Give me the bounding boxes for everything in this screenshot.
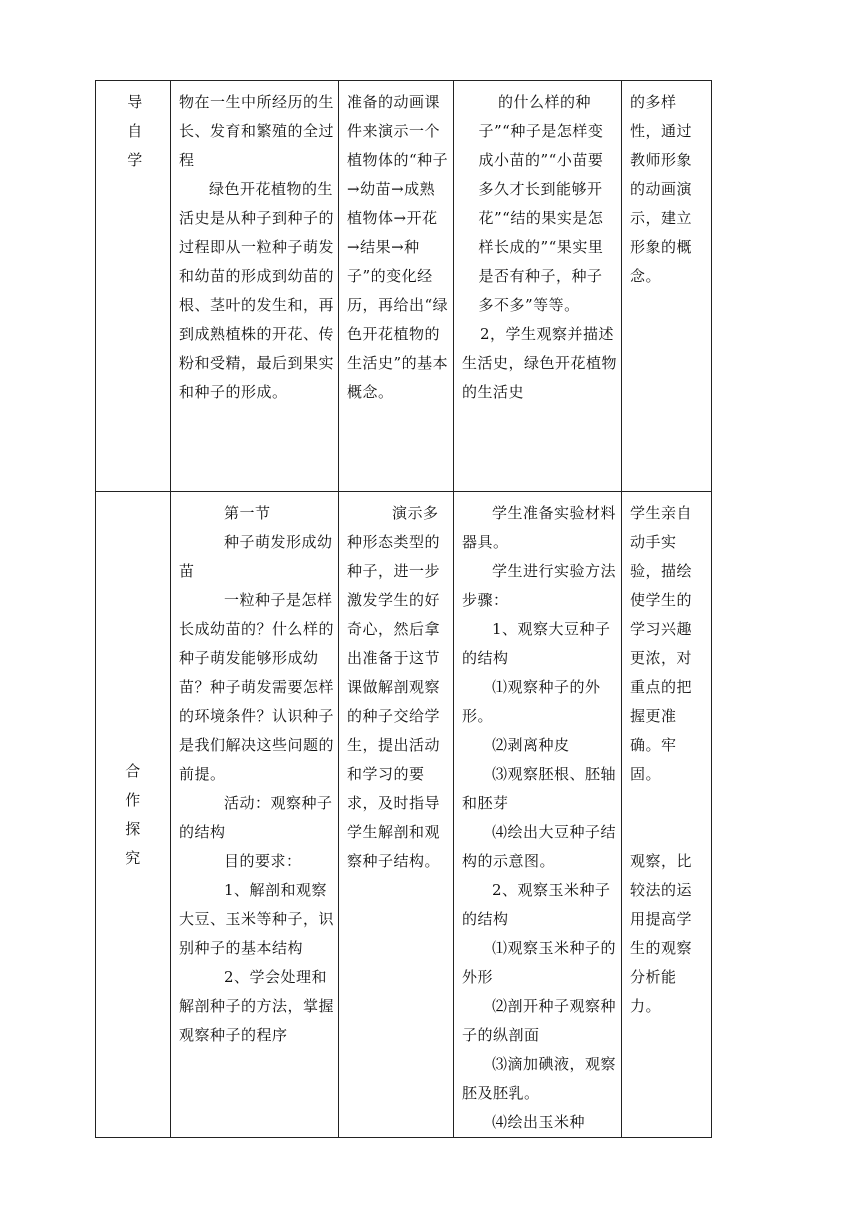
label-char: 合 [125, 761, 141, 780]
student-step: ⑶观察胚根、胚轴和胚芽 [462, 765, 617, 812]
table-row-self-study [96, 81, 712, 492]
student-step: ⑷绘出玉米种 [492, 1113, 586, 1131]
goal-heading: 目的要求： [224, 852, 302, 870]
activity-title: 活动：观察种子的结构 [179, 794, 333, 841]
section-title: 种子萌发形成幼苗 [179, 533, 333, 580]
goal-item: 1、解剖和观察大豆、玉米等种子，识别种子的基本结构 [179, 881, 335, 957]
student-activity-cell [454, 81, 622, 492]
content-paragraph: 物在一生中所经历的生长、发育和繁殖的全过程 [179, 93, 335, 169]
label-char: 作 [125, 790, 141, 809]
row-label-cooperative-inquiry [96, 492, 171, 1138]
goal-item: 2、学会处理和解剖种子的方法，掌握观察种子的程序 [179, 968, 335, 1044]
content-paragraph: 一粒种子是怎样长成幼苗的？什么样的种子萌发能够形成幼苗？种子萌发需要怎样的环境条件？认识种子是我们解决这些问题的前提。 [179, 591, 335, 783]
content-cell [171, 81, 339, 492]
student-activity-cell [454, 492, 622, 1138]
lesson-plan-table [95, 80, 712, 1138]
label-char: 学 [127, 151, 143, 169]
content-paragraph: 绿色开花植物的生活史是从种子到种子的过程即从一粒种子萌发和幼苗的形成到幼苗的根、茎叶的发生和，再到成熟植株的开花、传粉和受精，最后到果实和种子的形成。 [179, 180, 335, 401]
label-char: 导 [127, 93, 143, 111]
teacher-activity-text: 演示多种形态类型的种子，进一步激发学生的好奇心，然后拿出准备于这节课做解剖观察的种子交给学生，提出活动和学习的要求，及时指导学生解剖和观察种子结构。 [347, 504, 441, 870]
student-step: ⑵剥离种皮 [492, 736, 570, 754]
teacher-activity-cell [339, 492, 454, 1138]
design-intent-cell [622, 81, 712, 492]
design-intent-cell [622, 492, 712, 1138]
teacher-activity-cell [339, 81, 454, 492]
student-step: ⑷绘出大豆种子结构的示意图。 [462, 823, 617, 870]
label-char: 探 [125, 819, 141, 838]
content-cell [171, 492, 339, 1138]
design-intent-text: 观察，比较法的运用提高学生的观察分析能力。 [630, 852, 693, 1015]
student-step: 学生准备实验材料器具。 [462, 504, 617, 551]
student-step: ⑶滴加碘液，观察胚及胚乳。 [462, 1055, 617, 1102]
student-step: 1、观察大豆种子的结构 [462, 620, 611, 667]
student-activity-paragraph: 2，学生观察并描述生活史，绿色开花植物的生活史 [462, 325, 618, 401]
section-heading: 第一节 [224, 504, 271, 522]
label-char: 自 [127, 122, 143, 140]
student-step: 2、观察玉米种子的结构 [462, 881, 611, 928]
student-step: ⑴观察种子的外形。 [462, 678, 601, 725]
student-step: ⑴观察玉米种子的外形 [462, 939, 617, 986]
table-row-cooperative-inquiry [96, 492, 712, 1138]
row-label-self-study [96, 81, 171, 492]
design-intent-text: 学生亲自动手实验，描绘使学生的学习兴趣更浓，对重点的把握更准确。牢固。 [630, 504, 693, 783]
student-step: 学生进行实验方法步骤： [462, 562, 617, 609]
student-activity-paragraph: 的什么样的种子”“种子是怎样变成小苗的”“小苗要多久才长到能够开花”“结的果实是怎样长成的”“果实里是否有种子，种子多不多”等等。 [478, 93, 604, 314]
label-char: 究 [125, 848, 141, 867]
design-intent-text: 的多样性，通过教师形象的动画演示，建立形象的概念。 [630, 93, 693, 285]
teacher-activity-text: 准备的动画课件来演示一个植物体的“种子→幼苗→成熟植物体→开花→结果→种子”的变化经历，再给出“绿色开花植物的生活史”的基本概念。 [347, 93, 449, 401]
student-step: ⑵剖开种子观察种子的纵剖面 [462, 997, 617, 1044]
